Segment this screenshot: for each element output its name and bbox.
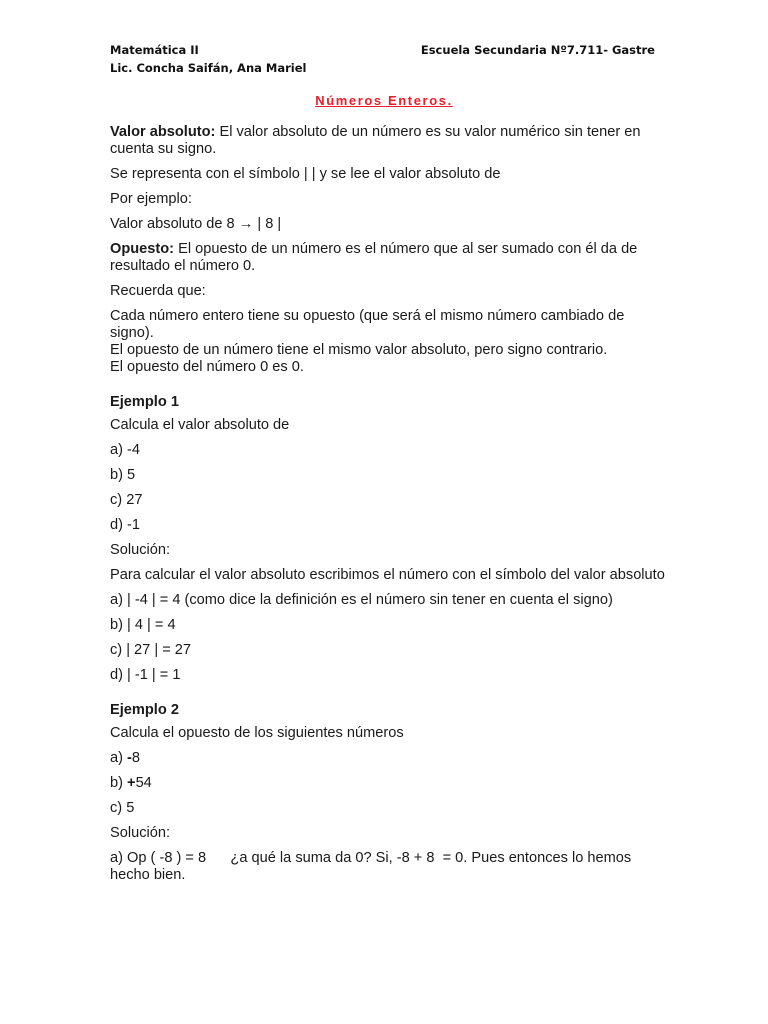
opuesto-rule: Cada número entero tiene su opuesto (que será el mismo número cambiado de signo). bbox=[110, 308, 625, 341]
item-value: 8 bbox=[131, 750, 141, 766]
ejemplo1-item: b) 5 bbox=[110, 467, 136, 483]
item-value: 5 bbox=[126, 800, 135, 816]
item-prefix: c) bbox=[110, 800, 127, 816]
ejemplo1-answer: b) | 4 | = 4 bbox=[110, 617, 176, 633]
ejemplo1-prompt: Calcula el valor absoluto de bbox=[110, 417, 290, 433]
header-school: Escuela Secundaria Nº7.711- Gastre bbox=[420, 43, 655, 57]
ejemplo1-solution-intro: Para calcular el valor absoluto escribimos el número con el símbolo del valor absoluto bbox=[110, 567, 665, 583]
example-intro: Por ejemplo: bbox=[110, 191, 192, 207]
item-prefix: a) bbox=[110, 750, 128, 766]
valor-absoluto-definition bbox=[110, 124, 670, 158]
item-value: 54 bbox=[135, 775, 152, 791]
opuesto-rule: El opuesto de un número tiene el mismo valor absoluto, pero signo contrario. bbox=[110, 342, 608, 358]
ejemplo1-answer: d) | -1 | = 1 bbox=[110, 667, 181, 683]
ejemplo2-item bbox=[110, 775, 670, 792]
ejemplo2-prompt: Calcula el opuesto de los siguientes números bbox=[110, 725, 404, 741]
header-subject: Matemática II bbox=[110, 43, 199, 57]
ejemplo2-item bbox=[110, 800, 670, 817]
header-teacher: Lic. Concha Saifán, Ana Mariel bbox=[110, 61, 307, 75]
ejemplo2-solution-label: Solución: bbox=[110, 825, 171, 841]
item-sign: - bbox=[127, 750, 132, 766]
item-sign: + bbox=[127, 775, 136, 791]
ejemplo2-heading: Ejemplo 2 bbox=[110, 702, 179, 718]
ejemplo1-solution-label: Solución: bbox=[110, 542, 171, 558]
document-body bbox=[110, 124, 670, 892]
ejemplo1-item: d) -1 bbox=[110, 517, 141, 533]
ejemplo1-answer: a) | -4 | = 4 (como dice la definición es el número sin tener en cuenta el signo) bbox=[110, 592, 613, 608]
opuesto-definition bbox=[110, 241, 670, 275]
valor-absoluto-example: Valor absoluto de 8 → | 8 | bbox=[110, 216, 282, 232]
ejemplo1-item: a) -4 bbox=[110, 442, 141, 458]
ejemplo1-item: c) 27 bbox=[110, 492, 143, 508]
valor-absoluto-text: El valor absoluto de un número es su valor numérico sin tener en cuenta su signo. bbox=[110, 124, 641, 157]
remember-label: Recuerda que: bbox=[110, 283, 206, 299]
ejemplo1-answer: c) | 27 | = 27 bbox=[110, 642, 191, 658]
valor-absoluto-symbol: Se representa con el símbolo | | y se lee el valor absoluto de bbox=[110, 166, 501, 182]
ejemplo1-heading: Ejemplo 1 bbox=[110, 394, 179, 410]
opuesto-rule: El opuesto del número 0 es 0. bbox=[110, 359, 304, 375]
opuesto-term: Opuesto: bbox=[110, 241, 175, 257]
ejemplo2-item bbox=[110, 750, 670, 767]
valor-absoluto-term: Valor absoluto: bbox=[110, 124, 216, 140]
opuesto-text: El opuesto de un número es el número que al ser sumado con él da de resultado el número 0. bbox=[110, 241, 638, 274]
ejemplo2-answer: a) Op ( -8 ) = 8 ¿a qué la suma da 0? Si, -8 + 8 = 0. Pues entonces lo hemos hecho bien. bbox=[110, 850, 636, 883]
page-title: Números Enteros. bbox=[315, 93, 453, 108]
item-prefix: b) bbox=[110, 775, 128, 791]
